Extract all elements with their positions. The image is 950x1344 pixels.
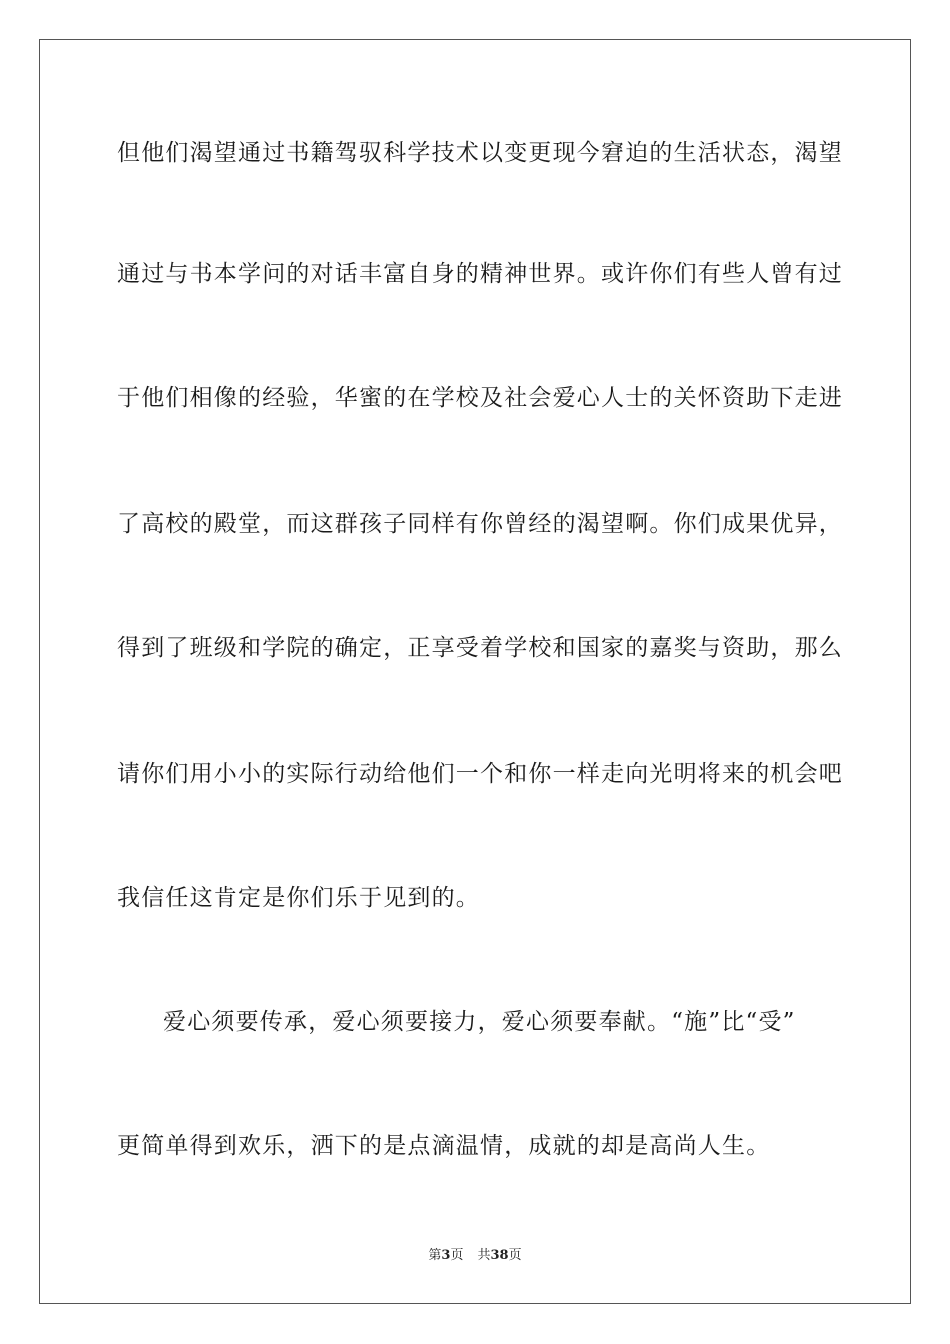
body-line-1: 但他们渴望通过书籍驾驭科学技术以变更现今窘迫的生活状态，渴望 (117, 140, 843, 166)
total-prefix: 共 (477, 1248, 491, 1263)
body-line-8: 爱心须要传承，爱心须要接力，爱心须要奉献。“施”比“受” (163, 1009, 796, 1035)
body-line-2: 通过与书本学问的对话丰富自身的精神世界。或许你们有些人曾有过 (117, 261, 843, 287)
body-line-4: 了高校的殿堂，而这群孩子同样有你曾经的渴望啊。你们成果优异， (117, 511, 843, 537)
body-line-3: 于他们相像的经验，华蜜的在学校及社会爱心人士的关怀资助下走进 (117, 385, 843, 411)
page-border (39, 39, 911, 1304)
page-number: 3 (441, 1248, 451, 1263)
body-line-9: 更简单得到欢乐，洒下的是点滴温情，成就的却是高尚人生。 (117, 1133, 771, 1159)
page-prefix: 第 (428, 1248, 442, 1263)
total-pages: 38 (490, 1248, 509, 1263)
total-suffix: 页 (508, 1248, 522, 1263)
body-line-6: 请你们用小小的实际行动给他们一个和你一样走向光明将来的机会吧 (117, 761, 843, 787)
page-footer (0, 1247, 950, 1265)
page-suffix: 页 (450, 1248, 464, 1263)
body-line-5: 得到了班级和学院的确定，正享受着学校和国家的嘉奖与资助，那么 (117, 635, 843, 661)
body-line-7: 我信任这肯定是你们乐于见到的。 (117, 885, 480, 911)
